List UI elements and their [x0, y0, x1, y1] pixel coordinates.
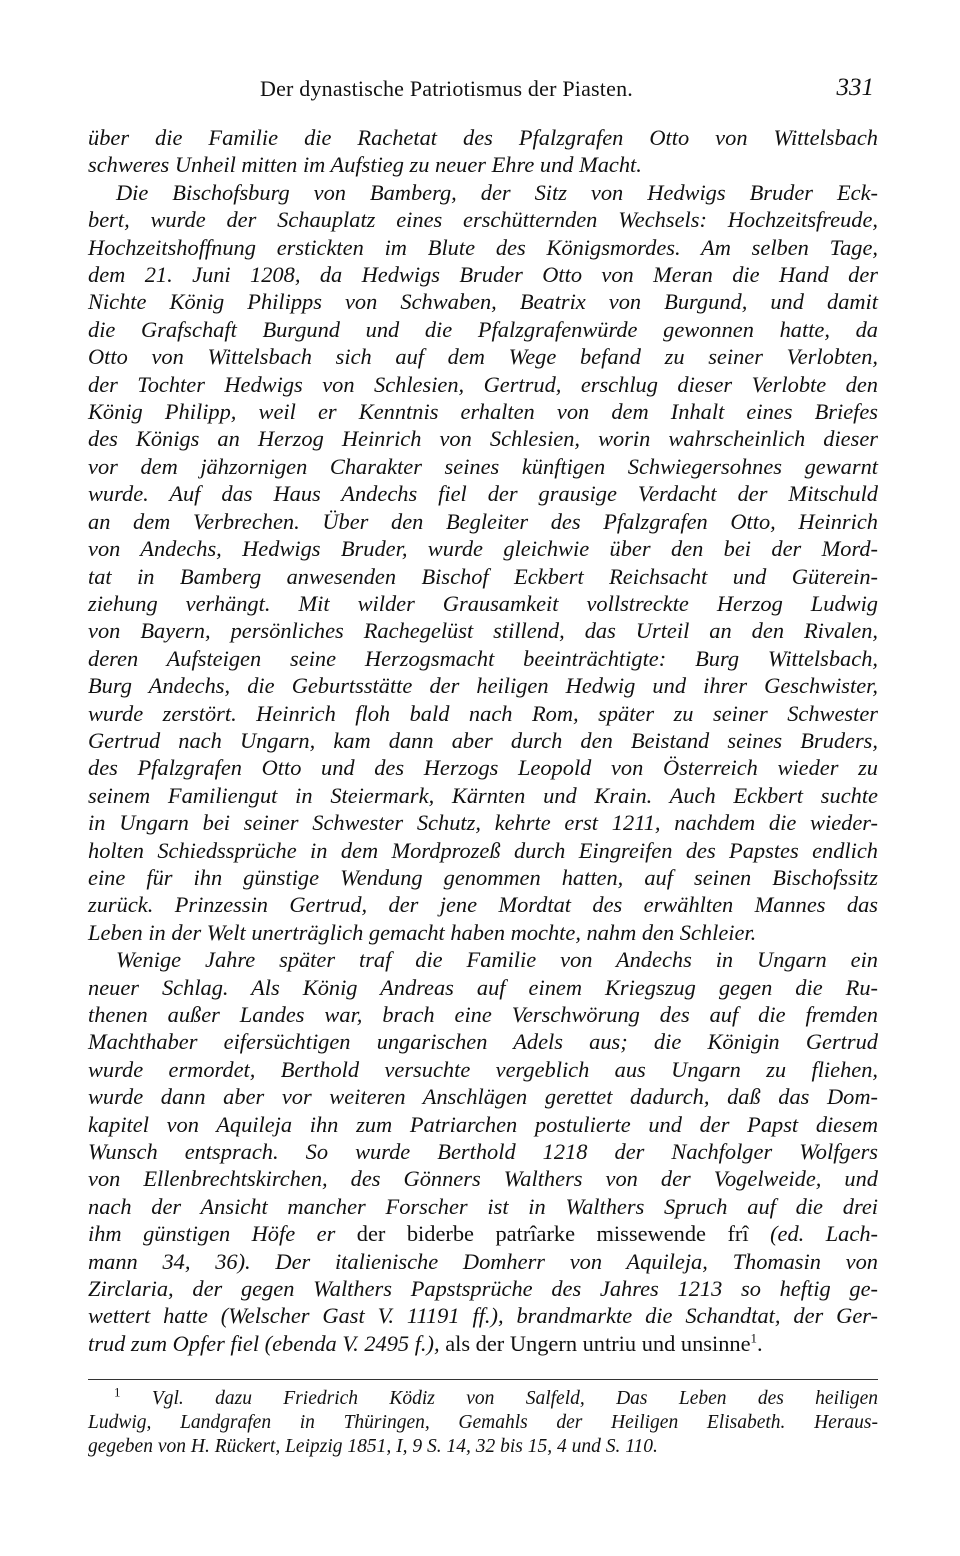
footnote-divider	[88, 1379, 878, 1380]
text-line: Leben in der Welt unerträglich gemacht haben mochte, nahm den Schleier.	[88, 919, 757, 945]
text-line: holten Schiedssprüche in dem Mordprozeß durch Eingreifen des Papstes endlich	[88, 837, 878, 863]
text-line: wurde zerstört. Heinrich floh bald nach Rom, später zu seiner Schwester	[88, 700, 878, 726]
footnote-line-3: gegeben von H. Rückert, Leipzig 1851, I, 9 S. 14, 32 bis 15, 4 und S. 110.	[88, 1436, 658, 1457]
text-line: in Ungarn bei seiner Schwester Schutz, kehrte erst 1211, nachdem die wieder-	[88, 810, 878, 836]
text-line: des Pfalzgrafen Otto und des Herzogs Leopold von Österreich wieder zu	[88, 755, 878, 781]
text-line: tat in Bamberg anwesenden Bischof Eckbert Reichsacht und Güterein-	[88, 563, 878, 589]
text-line: von Andechs, Hedwigs Bruder, wurde gleichwie über den bei der Mord-	[88, 536, 878, 562]
final-line-period: .	[757, 1330, 763, 1356]
footnote-marker: 1	[114, 1384, 121, 1400]
text-line-final	[88, 1330, 878, 1357]
book-page	[88, 70, 878, 1357]
text-line: eine für ihn günstige Wendung genommen hatten, auf seinen Bischofssitz	[88, 864, 878, 890]
final-line-italic: trud zum Opfer fiel (ebenda V. 2495 f.),	[88, 1330, 440, 1356]
line-41-italic-start: ihm günstigen Höfe er	[88, 1221, 336, 1247]
footnote-line-2: Ludwig, Landgrafen in Thüringen, Gemahls der Heiligen Elisabeth. Heraus-	[88, 1412, 878, 1433]
text-line: König Philipp, weil er Kenntnis erhalten von dem Inhalt eines Briefes	[88, 399, 878, 425]
text-line: nach der Ansicht mancher Forscher ist in Walthers Spruch auf die drei	[88, 1193, 878, 1219]
text-line: mann 34, 36). Der italienische Domherr von Aquileja, Thomasin von	[88, 1248, 878, 1274]
text-line-41	[88, 1220, 878, 1247]
text-line: wurde ermordet, Berthold versuchte vergeblich aus Ungarn zu fliehen,	[88, 1056, 878, 1082]
text-line: Machthaber eifersüchtigen ungarischen Adels aus; die Königin Gertrud	[88, 1029, 878, 1055]
text-line: wurde. Auf das Haus Andechs fiel der grausige Verdacht der Mitschuld	[88, 481, 878, 507]
text-line: schweres Unheil mitten im Aufstieg zu neuer Ehre und Macht.	[88, 152, 642, 178]
text-line: Otto von Wittelsbach sich auf dem Wege befand zu seiner Verlobten,	[88, 344, 878, 370]
text-line: Wunsch entsprach. So wurde Berthold 1218 der Nachfolger Wolfgers	[88, 1139, 878, 1165]
footnote-reference: 1	[750, 1330, 758, 1346]
text-line: des Königs an Herzog Heinrich von Schlesien, worin wahrscheinlich dieser	[88, 426, 878, 452]
text-line: Zirclaria, der gegen Walthers Papstsprüche des Jahres 1213 so heftig ge-	[88, 1276, 878, 1302]
page-number: 331	[836, 74, 874, 101]
text-line: Hochzeitshoffnung erstickten im Blute des Königsmordes. Am selben Tage,	[88, 234, 878, 260]
text-line: von Ellenbrechtskirchen, des Gönners Walthers von der Vogelweide, und	[88, 1166, 878, 1192]
text-line: neuer Schlag. Als König Andreas auf einem Kriegszug gegen die Ru-	[88, 974, 878, 1000]
text-line: thenen außer Landes war, brach eine Verschwörung des auf die fremden	[88, 1002, 878, 1027]
text-line: der Tochter Hedwigs von Schlesien, Gertrud, erschlug dieser Verlobte den	[88, 371, 878, 397]
footnote-line-1	[88, 1384, 878, 1411]
text-line: die Grafschaft Burgund und die Pfalzgrafenwürde gewonnen hatte, da	[88, 316, 878, 342]
text-line: Burg Andechs, die Geburtsstätte der heiligen Hedwig und ihrer Geschwister,	[88, 673, 878, 699]
text-line: über die Familie die Rachetat des Pfalzgrafen Otto von Wittelsbach	[88, 125, 878, 150]
text-line: deren Aufsteigen seine Herzogsmacht beeinträchtigte: Burg Wittelsbach,	[88, 645, 878, 671]
text-line: wettert hatte (Welscher Gast V. 11191 ff.), brandmarkte die Schandtat, der Ger-	[88, 1303, 878, 1329]
text-line: wurde dann aber vor weiteren Anschlägen gerettet dadurch, daß das Dom-	[88, 1084, 878, 1110]
running-title: Der dynastische Patriotismus der Piasten.	[260, 76, 633, 101]
text-line: vor dem jähzornigen Charakter seines künftigen Schwiegersohnes gewarnt	[88, 453, 878, 479]
line-41-middle-high-german-quote: der biderbe patrîarke missewende frî	[356, 1221, 749, 1247]
text-line: Die Bischofsburg von Bamberg, der Sitz von Hedwigs Bruder Eck-	[116, 179, 878, 205]
text-line: von Bayern, persönliches Rachegelüst stillend, das Urteil an den Rivalen,	[88, 618, 878, 644]
text-line: Nichte König Philipps von Schwaben, Beatrix von Burgund, und damit	[88, 289, 878, 315]
final-line-quote: als der Ungern untriu und unsinne	[445, 1330, 751, 1356]
text-line: an dem Verbrechen. Über den Begleiter des Pfalzgrafen Otto, Heinrich	[88, 508, 878, 534]
text-line: Wenige Jahre später traf die Familie von Andechs in Ungarn ein	[116, 947, 878, 973]
text-line: ziehung verhängt. Mit wilder Grausamkeit vollstreckte Herzog Ludwig	[88, 590, 878, 616]
text-line: seinem Familiengut in Steiermark, Kärnten und Krain. Auch Eckbert suchte	[88, 782, 878, 808]
text-line: dem 21. Juni 1208, da Hedwigs Bruder Otto von Meran die Hand der	[88, 262, 878, 288]
text-line: bert, wurde der Schauplatz eines erschütternden Wechsels: Hochzeitsfreude,	[88, 207, 878, 233]
text-line: zurück. Prinzessin Gertrud, der jene Mordtat des erwählten Mannes das	[88, 892, 878, 918]
footnotes	[88, 1384, 878, 1459]
page-header	[88, 70, 878, 110]
text-lines-part-1	[88, 124, 878, 1220]
main-text	[88, 124, 878, 1357]
text-lines-part-2	[88, 1248, 878, 1330]
footnote-text-1: Vgl. dazu Friedrich Ködiz von Salfeld, Das Leben des heiligen	[151, 1388, 878, 1409]
text-line: kapitel von Aquileja ihn zum Patriarchen postulierte und der Papst diesem	[88, 1111, 878, 1137]
text-line: Gertrud nach Ungarn, kam dann aber durch den Beistand seines Bruders,	[88, 727, 878, 753]
line-41-italic-end: (ed. Lach-	[770, 1221, 878, 1247]
